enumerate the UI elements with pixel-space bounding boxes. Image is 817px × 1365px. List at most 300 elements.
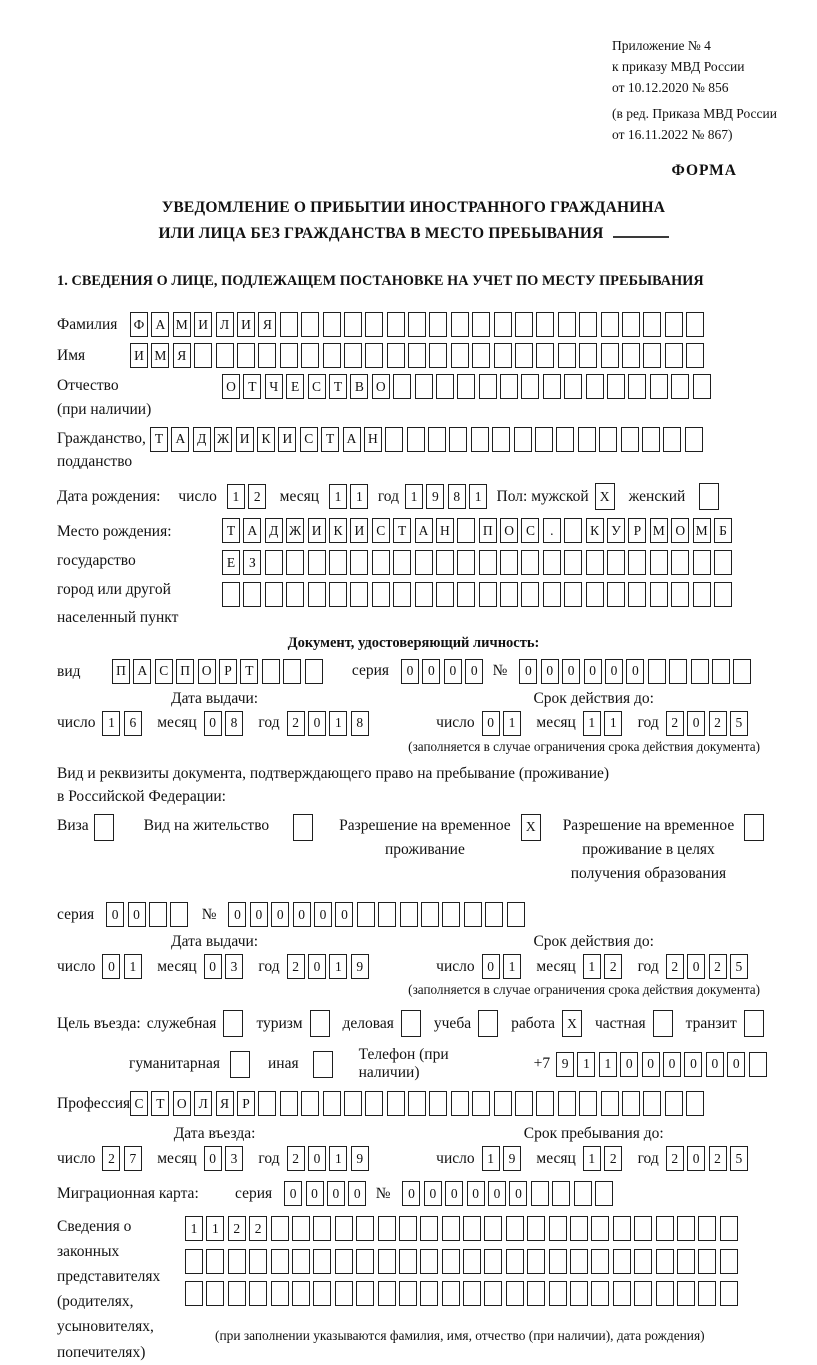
form-cell[interactable] [628,582,646,607]
form-cell[interactable]: 0 [422,659,440,684]
form-cell[interactable] [387,343,405,368]
form-cell[interactable] [479,550,497,575]
form-cell[interactable] [216,343,234,368]
form-cell[interactable] [365,343,383,368]
form-cell[interactable] [262,659,280,684]
form-cell[interactable]: 2 [287,711,305,736]
form-cell[interactable] [464,902,482,927]
form-cell[interactable] [399,1216,417,1241]
form-cell[interactable]: 0 [509,1181,527,1206]
form-cell[interactable] [720,1216,738,1241]
form-cell[interactable] [607,550,625,575]
form-cell[interactable]: 6 [124,711,142,736]
form-cell[interactable] [457,374,475,399]
form-cell[interactable] [643,1091,661,1116]
form-cell[interactable] [313,1249,331,1274]
form-cell[interactable] [613,1216,631,1241]
form-cell[interactable]: П [112,659,130,684]
form-cell[interactable] [350,550,368,575]
form-cell[interactable]: 0 [642,1052,660,1077]
form-cell[interactable] [393,550,411,575]
form-cell[interactable]: 1 [599,1052,617,1077]
form-cell[interactable] [671,550,689,575]
form-cell[interactable] [421,902,439,927]
form-cell[interactable] [228,1281,246,1306]
form-cell[interactable] [685,427,703,452]
form-cell[interactable] [648,659,666,684]
form-cell[interactable] [650,550,668,575]
form-cell[interactable]: К [257,427,275,452]
form-cell[interactable] [350,582,368,607]
form-cell[interactable] [607,374,625,399]
form-cell[interactable] [428,427,446,452]
form-cell[interactable] [356,1216,374,1241]
form-cell[interactable] [720,1249,738,1274]
form-cell[interactable]: 7 [124,1146,142,1171]
form-cell[interactable]: П [176,659,194,684]
form-cell[interactable] [671,582,689,607]
purpose-study-checkbox[interactable] [478,1010,498,1037]
form-cell[interactable] [356,1249,374,1274]
form-cell[interactable] [344,343,362,368]
form-cell[interactable] [698,1281,716,1306]
form-cell[interactable] [280,1091,298,1116]
form-cell[interactable]: 0 [727,1052,745,1077]
sex-male-checkbox[interactable]: X [595,483,615,510]
form-cell[interactable]: 0 [444,659,462,684]
form-cell[interactable]: 0 [684,1052,702,1077]
form-cell[interactable]: 0 [465,659,483,684]
form-cell[interactable]: 1 [604,711,622,736]
form-cell[interactable] [484,1249,502,1274]
form-cell[interactable]: А [151,312,169,337]
form-cell[interactable] [420,1216,438,1241]
form-cell[interactable] [622,1091,640,1116]
form-cell[interactable]: 1 [405,484,423,509]
form-cell[interactable] [378,902,396,927]
form-cell[interactable] [601,343,619,368]
form-cell[interactable]: А [133,659,151,684]
form-cell[interactable] [206,1249,224,1274]
form-cell[interactable]: А [243,518,261,543]
form-cell[interactable] [595,1181,613,1206]
form-cell[interactable] [535,427,553,452]
form-cell[interactable] [249,1249,267,1274]
form-cell[interactable] [622,343,640,368]
form-cell[interactable] [415,374,433,399]
form-cell[interactable]: Т [240,659,258,684]
form-cell[interactable] [570,1216,588,1241]
form-cell[interactable]: 0 [327,1181,345,1206]
form-cell[interactable]: 0 [204,954,222,979]
form-cell[interactable] [494,1091,512,1116]
form-cell[interactable]: 1 [503,954,521,979]
form-cell[interactable] [714,582,732,607]
form-cell[interactable] [357,902,375,927]
purpose-transit-checkbox[interactable] [744,1010,764,1037]
form-cell[interactable]: 1 [482,1146,500,1171]
form-cell[interactable]: 9 [503,1146,521,1171]
form-cell[interactable]: 2 [287,954,305,979]
form-cell[interactable] [665,312,683,337]
form-cell[interactable]: 2 [102,1146,120,1171]
form-cell[interactable] [372,582,390,607]
form-cell[interactable]: Ф [130,312,148,337]
form-cell[interactable] [628,374,646,399]
form-cell[interactable]: 2 [666,711,684,736]
form-cell[interactable]: 9 [351,1146,369,1171]
form-cell[interactable]: 0 [250,902,268,927]
form-cell[interactable] [292,1281,310,1306]
form-cell[interactable]: 0 [626,659,644,684]
form-cell[interactable] [578,427,596,452]
form-cell[interactable]: 1 [329,954,347,979]
form-cell[interactable] [686,1091,704,1116]
form-cell[interactable]: 0 [308,1146,326,1171]
form-cell[interactable] [677,1216,695,1241]
form-cell[interactable]: 0 [204,1146,222,1171]
form-cell[interactable] [356,1281,374,1306]
form-cell[interactable] [634,1216,652,1241]
form-cell[interactable] [393,582,411,607]
form-cell[interactable]: З [243,550,261,575]
form-cell[interactable] [185,1281,203,1306]
form-cell[interactable]: Ч [265,374,283,399]
form-cell[interactable]: 1 [227,484,245,509]
form-cell[interactable] [558,343,576,368]
form-cell[interactable] [686,343,704,368]
form-cell[interactable] [601,312,619,337]
form-cell[interactable] [429,343,447,368]
form-cell[interactable] [286,582,304,607]
form-cell[interactable]: Р [219,659,237,684]
form-cell[interactable] [449,427,467,452]
form-cell[interactable] [556,427,574,452]
form-cell[interactable] [463,1281,481,1306]
form-cell[interactable]: 0 [308,711,326,736]
form-cell[interactable]: 0 [687,1146,705,1171]
form-cell[interactable]: С [372,518,390,543]
form-cell[interactable]: О [372,374,390,399]
form-cell[interactable]: 8 [351,711,369,736]
form-cell[interactable]: 0 [482,711,500,736]
form-cell[interactable] [564,582,582,607]
form-cell[interactable]: 9 [351,954,369,979]
form-cell[interactable] [515,312,533,337]
form-cell[interactable] [506,1216,524,1241]
form-cell[interactable]: 1 [124,954,142,979]
form-cell[interactable]: С [130,1091,148,1116]
form-cell[interactable] [308,582,326,607]
form-cell[interactable] [698,1249,716,1274]
form-cell[interactable]: Р [628,518,646,543]
form-cell[interactable] [472,343,490,368]
form-cell[interactable] [149,902,167,927]
form-cell[interactable] [714,550,732,575]
form-cell[interactable] [305,659,323,684]
form-cell[interactable] [733,659,751,684]
form-cell[interactable]: М [693,518,711,543]
form-cell[interactable] [642,427,660,452]
form-cell[interactable] [500,582,518,607]
form-cell[interactable] [365,1091,383,1116]
form-cell[interactable]: Т [150,427,168,452]
form-cell[interactable] [472,1091,490,1116]
form-cell[interactable] [479,582,497,607]
form-cell[interactable]: М [151,343,169,368]
form-cell[interactable] [420,1249,438,1274]
form-cell[interactable] [591,1281,609,1306]
form-cell[interactable]: 2 [228,1216,246,1241]
form-cell[interactable]: 2 [709,711,727,736]
form-cell[interactable] [385,427,403,452]
form-cell[interactable] [258,1091,276,1116]
form-cell[interactable] [527,1216,545,1241]
form-cell[interactable]: 0 [663,1052,681,1077]
form-cell[interactable]: 0 [706,1052,724,1077]
form-cell[interactable] [206,1281,224,1306]
form-cell[interactable]: Т [151,1091,169,1116]
form-cell[interactable]: О [671,518,689,543]
form-cell[interactable]: 2 [604,1146,622,1171]
form-cell[interactable] [301,312,319,337]
form-cell[interactable] [472,312,490,337]
form-cell[interactable] [663,427,681,452]
form-cell[interactable]: 2 [604,954,622,979]
form-cell[interactable]: 2 [709,954,727,979]
form-cell[interactable]: 5 [730,954,748,979]
form-cell[interactable] [365,312,383,337]
form-cell[interactable] [258,343,276,368]
form-cell[interactable] [650,582,668,607]
form-cell[interactable]: 5 [730,711,748,736]
form-cell[interactable] [429,312,447,337]
form-cell[interactable]: Н [364,427,382,452]
form-cell[interactable] [442,1249,460,1274]
purpose-official-checkbox[interactable] [223,1010,243,1037]
form-cell[interactable]: 0 [424,1181,442,1206]
form-cell[interactable] [665,1091,683,1116]
form-cell[interactable] [621,427,639,452]
form-cell[interactable] [457,518,475,543]
form-cell[interactable] [308,550,326,575]
form-cell[interactable] [712,659,730,684]
form-cell[interactable] [301,1091,319,1116]
form-cell[interactable]: 0 [605,659,623,684]
form-cell[interactable]: Р [237,1091,255,1116]
form-cell[interactable] [515,343,533,368]
form-cell[interactable]: Л [216,312,234,337]
form-cell[interactable]: . [543,518,561,543]
form-cell[interactable] [313,1281,331,1306]
form-cell[interactable] [378,1249,396,1274]
visa-checkbox[interactable] [94,814,114,841]
form-cell[interactable]: 0 [562,659,580,684]
form-cell[interactable] [323,312,341,337]
form-cell[interactable] [531,1181,549,1206]
form-cell[interactable] [442,902,460,927]
form-cell[interactable]: Л [194,1091,212,1116]
form-cell[interactable] [506,1249,524,1274]
form-cell[interactable] [408,312,426,337]
form-cell[interactable]: 1 [350,484,368,509]
form-cell[interactable]: М [650,518,668,543]
form-cell[interactable]: 0 [401,659,419,684]
form-cell[interactable] [591,1216,609,1241]
temp-permit-checkbox[interactable]: X [521,814,541,841]
form-cell[interactable]: 9 [556,1052,574,1077]
form-cell[interactable]: Н [436,518,454,543]
form-cell[interactable]: И [278,427,296,452]
form-cell[interactable] [228,1249,246,1274]
form-cell[interactable] [301,343,319,368]
form-cell[interactable] [494,343,512,368]
form-cell[interactable]: 2 [709,1146,727,1171]
form-cell[interactable] [492,427,510,452]
form-cell[interactable] [344,312,362,337]
form-cell[interactable]: 0 [687,954,705,979]
form-cell[interactable] [500,374,518,399]
form-cell[interactable] [634,1249,652,1274]
purpose-tourism-checkbox[interactable] [310,1010,330,1037]
form-cell[interactable]: 3 [225,954,243,979]
form-cell[interactable]: Ж [286,518,304,543]
form-cell[interactable] [634,1281,652,1306]
form-cell[interactable] [586,582,604,607]
form-cell[interactable]: А [343,427,361,452]
form-cell[interactable] [671,374,689,399]
form-cell[interactable]: Т [329,374,347,399]
form-cell[interactable] [693,374,711,399]
form-cell[interactable]: О [500,518,518,543]
form-cell[interactable] [698,1216,716,1241]
form-cell[interactable] [552,1181,570,1206]
form-cell[interactable]: 1 [329,711,347,736]
form-cell[interactable]: С [300,427,318,452]
form-cell[interactable] [514,427,532,452]
form-cell[interactable]: 1 [329,484,347,509]
form-cell[interactable]: А [171,427,189,452]
form-cell[interactable] [574,1181,592,1206]
form-cell[interactable]: 0 [348,1181,366,1206]
form-cell[interactable] [265,582,283,607]
form-cell[interactable]: Т [243,374,261,399]
form-cell[interactable]: Е [222,550,240,575]
form-cell[interactable] [292,1216,310,1241]
form-cell[interactable]: 0 [445,1181,463,1206]
form-cell[interactable] [677,1249,695,1274]
form-cell[interactable]: 1 [583,711,601,736]
form-cell[interactable] [335,1281,353,1306]
form-cell[interactable]: И [130,343,148,368]
form-cell[interactable] [323,343,341,368]
form-cell[interactable]: 0 [687,711,705,736]
form-cell[interactable]: 0 [228,902,246,927]
form-cell[interactable]: 1 [102,711,120,736]
form-cell[interactable] [243,582,261,607]
form-cell[interactable] [515,1091,533,1116]
form-cell[interactable]: Я [216,1091,234,1116]
form-cell[interactable] [586,550,604,575]
form-cell[interactable] [507,902,525,927]
form-cell[interactable] [335,1249,353,1274]
form-cell[interactable]: 8 [225,711,243,736]
form-cell[interactable] [451,1091,469,1116]
form-cell[interactable] [500,550,518,575]
form-cell[interactable] [656,1281,674,1306]
form-cell[interactable]: П [479,518,497,543]
form-cell[interactable]: С [521,518,539,543]
form-cell[interactable]: И [194,312,212,337]
form-cell[interactable]: 1 [577,1052,595,1077]
form-cell[interactable] [521,550,539,575]
form-cell[interactable] [570,1249,588,1274]
form-cell[interactable]: 1 [583,1146,601,1171]
form-cell[interactable] [601,1091,619,1116]
form-cell[interactable]: 1 [206,1216,224,1241]
form-cell[interactable] [457,550,475,575]
form-cell[interactable] [599,427,617,452]
form-cell[interactable] [607,582,625,607]
form-cell[interactable] [543,582,561,607]
form-cell[interactable] [372,550,390,575]
form-cell[interactable]: 0 [467,1181,485,1206]
form-cell[interactable]: 0 [620,1052,638,1077]
form-cell[interactable] [749,1052,767,1077]
form-cell[interactable]: 0 [335,902,353,927]
form-cell[interactable] [527,1281,545,1306]
form-cell[interactable]: И [308,518,326,543]
form-cell[interactable] [280,312,298,337]
form-cell[interactable]: 9 [426,484,444,509]
form-cell[interactable] [656,1249,674,1274]
form-cell[interactable] [665,343,683,368]
form-cell[interactable] [280,343,298,368]
purpose-humanitarian-checkbox[interactable] [230,1051,250,1078]
form-cell[interactable]: 0 [293,902,311,927]
form-cell[interactable] [484,1281,502,1306]
form-cell[interactable] [686,312,704,337]
form-cell[interactable] [543,374,561,399]
form-cell[interactable] [185,1249,203,1274]
form-cell[interactable] [222,582,240,607]
form-cell[interactable]: 0 [584,659,602,684]
form-cell[interactable] [344,1091,362,1116]
form-cell[interactable] [591,1249,609,1274]
form-cell[interactable] [564,550,582,575]
form-cell[interactable] [564,374,582,399]
form-cell[interactable] [720,1281,738,1306]
form-cell[interactable] [622,312,640,337]
form-cell[interactable]: В [350,374,368,399]
form-cell[interactable] [329,582,347,607]
form-cell[interactable] [506,1281,524,1306]
form-cell[interactable]: 1 [185,1216,203,1241]
form-cell[interactable] [400,902,418,927]
form-cell[interactable]: У [607,518,625,543]
form-cell[interactable]: Д [193,427,211,452]
temp-edu-checkbox[interactable] [744,814,764,841]
form-cell[interactable] [485,902,503,927]
form-cell[interactable] [451,312,469,337]
form-cell[interactable]: И [350,518,368,543]
form-cell[interactable] [521,582,539,607]
form-cell[interactable] [329,550,347,575]
form-cell[interactable] [378,1281,396,1306]
form-cell[interactable]: Б [714,518,732,543]
form-cell[interactable] [669,659,687,684]
form-cell[interactable]: 1 [469,484,487,509]
